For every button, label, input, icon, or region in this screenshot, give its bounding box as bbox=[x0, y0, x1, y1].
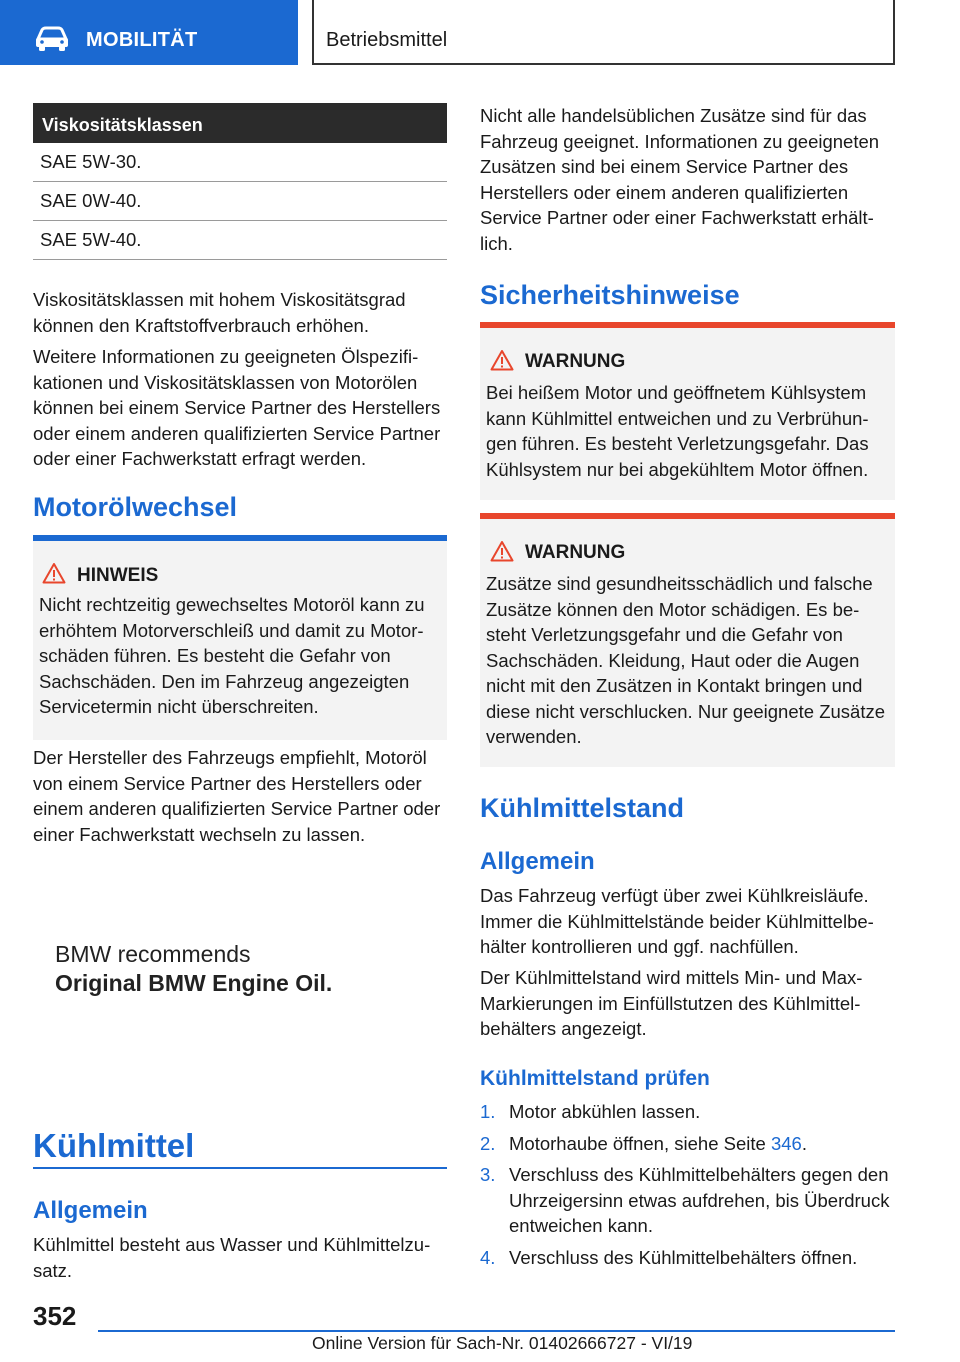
promo-graphic bbox=[55, 940, 332, 998]
warning-title: WARNUNG bbox=[525, 351, 626, 372]
heading-rule bbox=[33, 1167, 447, 1169]
section-heading: Kühlmittelstand bbox=[480, 793, 685, 823]
warning-text: Zusätze sind gesundheitsschädlich und falsche Zusätze können den Motor schädigen. Es besteht Verletzungsgefahr und die Gefahr von Sachschäden. Kleidung, Haut oder die Augen nicht mit den Zusätzen in Kontakt bringen und diese nicht verschlucken. Nur geeignete Zusätze verwenden. bbox=[486, 573, 885, 747]
steps-list bbox=[480, 1099, 895, 1276]
notice-text: Nicht rechtzeitig gewechseltes Motoröl kann zu erhöhtem Motorverschleiß und damit zu Motorschäden führen. Es besteht die Gefahr von Sachschäden. Den im Fahrzeug angezeigten Servicetermin nicht überschreiten. bbox=[39, 594, 425, 717]
list-item bbox=[480, 1162, 895, 1239]
chapter-header bbox=[312, 0, 895, 65]
chapter-heading: Kühlmittel bbox=[33, 1127, 195, 1164]
paragraph: Das Fahrzeug verfügt über zwei Kühlkreisläufe. Immer die Kühlmittelstände beider Kühlmittelbehälter kontrollieren und ggf. nachfüllen. bbox=[480, 885, 874, 957]
warning-triangle-icon bbox=[490, 540, 514, 562]
promo-line-1: BMW recommends bbox=[55, 941, 251, 967]
footer-text: Online Version für Sach-Nr. 01402666727 - VI/19 bbox=[312, 1333, 693, 1353]
warning-title: WARNUNG bbox=[525, 542, 626, 563]
promo-line-2: Original BMW Engine Oil. bbox=[55, 970, 333, 996]
page-link[interactable]: 346 bbox=[770, 1132, 802, 1154]
sub-heading: Allgemein bbox=[480, 848, 595, 875]
section-heading: Sicherheitshinweise bbox=[480, 280, 740, 310]
chapter-label: Betriebsmittel bbox=[326, 29, 448, 51]
section-tab bbox=[0, 0, 298, 65]
notice-title: HINWEIS bbox=[77, 565, 159, 586]
notice-box bbox=[33, 535, 447, 740]
warning-bar bbox=[480, 513, 895, 519]
sub-sub-heading: Kühlmittelstand prüfen bbox=[480, 1067, 710, 1090]
section-heading: Motorölwechsel bbox=[33, 492, 238, 522]
table-header: Viskositätsklassen bbox=[33, 103, 447, 143]
paragraph: Viskositätsklassen mit hohem Viskositätsgrad können den Kraftstoffverbrauch erhöhen. bbox=[33, 289, 406, 336]
paragraph: Kühlmittel besteht aus Wasser und Kühlmittelzusatz. bbox=[33, 1234, 431, 1281]
warning-bar bbox=[480, 322, 895, 328]
paragraph: Der Hersteller des Fahrzeugs empfiehlt, Motoröl von einem Service Partner des Herstellers oder einem anderen qualifizierten Service Partner oder einer Fachwerkstatt wechseln zu lassen. bbox=[33, 747, 441, 845]
paragraph: Weitere Informationen zu geeigneten Ölspezifikationen und Viskositätsklassen von Motorölen können bei einem Service Partner des Herstellers oder einem anderen qualifizierten Service Partner oder einer Fachwerkstatt erfragt werden. bbox=[33, 346, 441, 469]
list-item bbox=[480, 1099, 895, 1125]
step-number: 1. bbox=[480, 1101, 496, 1122]
step-text: Verschluss des Kühlmittelbehälters öffnen. bbox=[509, 1246, 858, 1268]
warning-box bbox=[480, 322, 895, 500]
step-text: Motor abkühlen lassen. bbox=[509, 1101, 701, 1122]
footer-rule bbox=[98, 1330, 895, 1332]
sub-heading: Allgemein bbox=[33, 1197, 148, 1224]
step-text-end: . bbox=[801, 1132, 807, 1154]
warning-text: Bei heißem Motor und geöffnetem Kühlsystem kann Kühlmittel entweichen und zu Verbrühungen führen. Es besteht Verletzungsgefahr. Das Kühlsystem nur bei abgekühltem Motor öffnen. bbox=[486, 382, 869, 480]
section-label: MOBILITÄT bbox=[86, 29, 198, 51]
page-number: 352 bbox=[33, 1301, 77, 1331]
paragraph: Der Kühlmittelstand wird mittels Min- und Max-Markierungen im Einfüllstutzen des Kühlmittelbehälters angezeigt. bbox=[480, 967, 863, 1039]
step-number: 4. bbox=[480, 1246, 496, 1268]
warning-box bbox=[480, 513, 895, 767]
table-row: SAE 5W-30. bbox=[33, 143, 447, 182]
step-text: Motorhaube öffnen, siehe Seite bbox=[509, 1132, 771, 1154]
warning-triangle-icon bbox=[490, 349, 514, 371]
step-text: Verschluss des Kühlmittelbehälters gegen den Uhrzeigersinn etwas aufdrehen, bis Überdruck entweichen kann. bbox=[509, 1164, 890, 1236]
paragraph: Nicht alle handelsüblichen Zusätze sind für das Fahrzeug geeignet. Informationen zu geeigneten Zusätzen sind bei einem Service Partner des Herstellers oder einem anderen qualifizierten Service Partner oder einer Fachwerkstatt erhältlich. bbox=[480, 105, 880, 254]
table-row: SAE 0W-40. bbox=[33, 182, 447, 221]
list-item bbox=[480, 1131, 895, 1157]
warning-triangle-icon bbox=[42, 562, 66, 584]
list-item bbox=[480, 1245, 895, 1271]
notice-bar bbox=[33, 535, 447, 541]
step-number: 3. bbox=[480, 1164, 496, 1185]
car-icon bbox=[34, 26, 70, 52]
table-row: SAE 5W-40. bbox=[33, 221, 447, 260]
step-number: 2. bbox=[480, 1132, 496, 1154]
